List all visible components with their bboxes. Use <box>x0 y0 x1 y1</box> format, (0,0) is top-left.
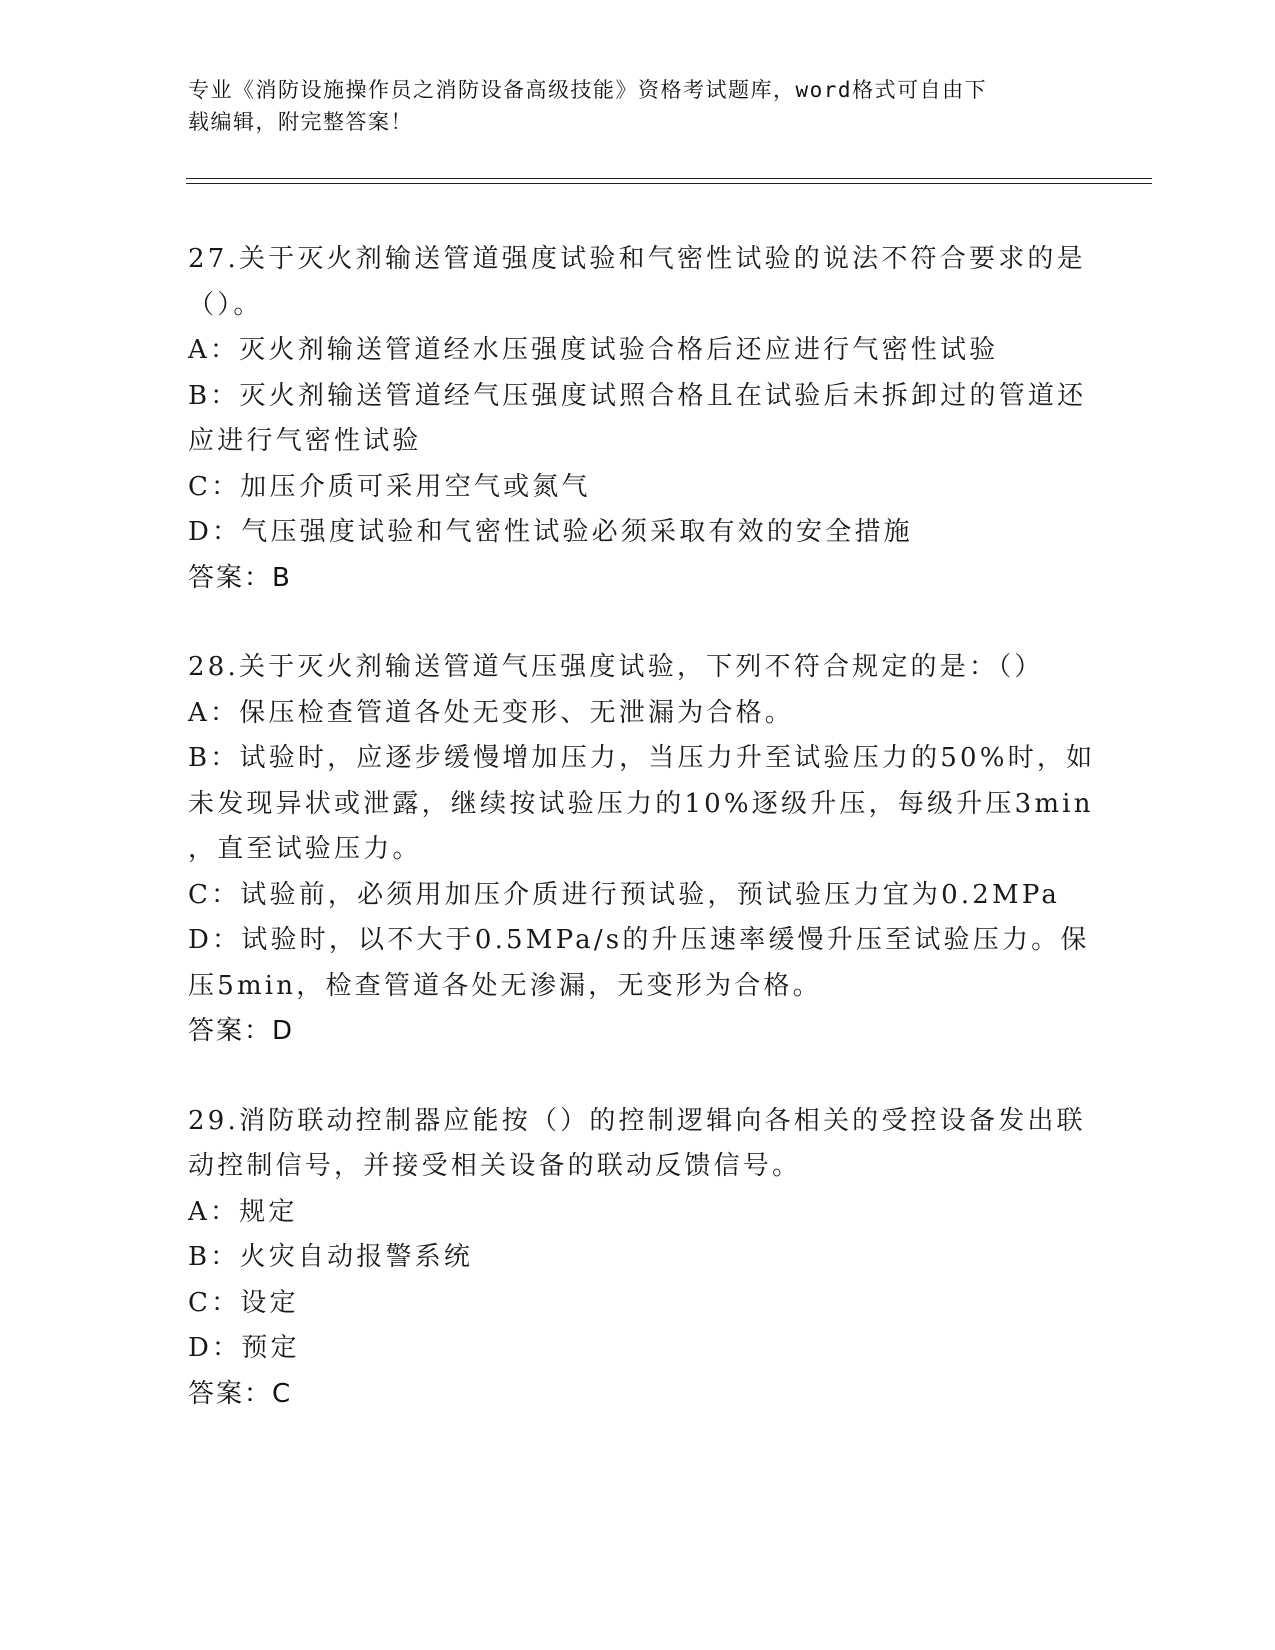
question-list <box>188 237 1096 1461</box>
answer-label: 答案：C <box>188 1378 293 1409</box>
option-b: B：试验时，应逐步缓慢增加压力，当压力升至试验压力的50%时，如 <box>188 743 1096 773</box>
option-b: B：火灾自动报警系统 <box>188 1242 474 1272</box>
question-stem-line: 28.关于灭火剂输送管道气压强度试验，下列不符合规定的是：（） <box>188 652 1044 682</box>
option-c: C：试验前，必须用加压介质进行预试验，预试验压力宜为0.2MPa <box>188 879 1061 910</box>
question-27 <box>188 237 1088 601</box>
header-divider-top <box>186 178 1152 179</box>
answer-label: 答案：B <box>188 562 292 593</box>
option-b-continuation: 应进行气密性试验 <box>188 426 422 456</box>
option-c: C：加压介质可采用空气或氮气 <box>188 471 591 502</box>
option-a: A：灭火剂输送管道经水压强度试验合格后还应进行气密性试验 <box>188 335 999 365</box>
page-header <box>188 74 1078 138</box>
option-a: A：规定 <box>188 1196 298 1227</box>
header-divider-bottom <box>186 183 1152 184</box>
question-stem-line: 29.消防联动控制器应能按（）的控制逻辑向各相关的受控设备发出联 <box>188 1105 1086 1136</box>
question-28 <box>188 645 1096 1055</box>
question-stem-line: （）。 <box>188 289 263 320</box>
option-b-continuation: ，直至试验压力。 <box>188 834 422 864</box>
option-d: D：气压强度试验和气密性试验必须采取有效的安全措施 <box>188 517 913 547</box>
question-29 <box>188 1099 1088 1418</box>
option-d: D：预定 <box>188 1333 300 1363</box>
question-stem-line: 27.关于灭火剂输送管道强度试验和气密性试验的说法不符合要求的是 <box>188 244 1086 274</box>
option-b-continuation: 未发现异状或泄露，继续按试验压力的10%逐级升压，每级升压3min <box>188 788 1094 819</box>
question-stem-line: 动控制信号，并接受相关设备的联动反馈信号。 <box>188 1151 802 1181</box>
option-d: D：试验时，以不大于0.5MPa/s的升压速率缓慢升压至试验压力。保 <box>188 925 1090 955</box>
answer-label: 答案：D <box>188 1016 295 1046</box>
header-text-line-2: 载编辑，附完整答案！ <box>188 110 413 134</box>
option-d-continuation: 压5min，检查管道各处无渗漏，无变形为合格。 <box>188 970 822 1001</box>
option-a: A：保压检查管道各处无变形、无泄漏为合格。 <box>188 697 794 728</box>
option-c: C：设定 <box>188 1287 299 1318</box>
header-text-line-1: 专业《消防设施操作员之消防设备高级技能》资格考试题库，word格式可自由下 <box>188 78 988 102</box>
option-b: B：灭火剂输送管道经气压强度试照合格且在试验后未拆卸过的管道还 <box>188 380 1087 411</box>
